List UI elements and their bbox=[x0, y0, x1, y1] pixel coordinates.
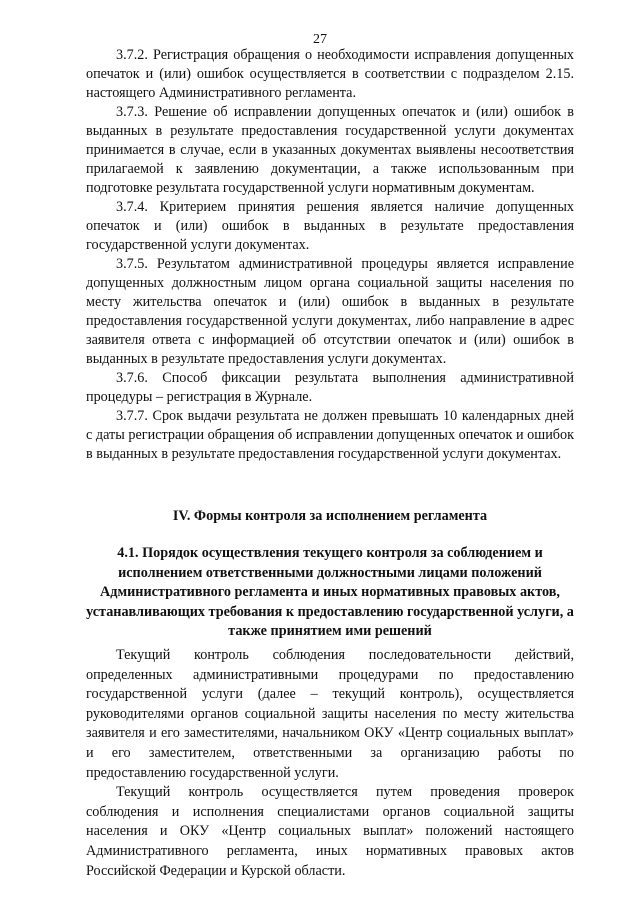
paragraph-3-7-7: 3.7.7. Срок выдачи результата не должен превышать 10 календарных дней с даты регистрации обращения об исправлении допущенных опечаток и ошибок в выданных в результате предоставления государственной услуги документах. bbox=[86, 408, 574, 462]
subsection-heading: 4.1. Порядок осуществления текущего контроля за соблюдением и исполнением ответственными должностными лицами положений Административного регламента и иных нормативных правовых актов, устанавливающих требования к предоставлению государственной услуги, а также принятием ими решений bbox=[86, 545, 574, 639]
page-number: 27 bbox=[313, 32, 327, 47]
paragraph-4-1-1: Текущий контроль соблюдения последовательности действий, определенных административными процедурами по предоставлению государственной услуги (далее – текущий контроль), осуществляется руководителями органов социальной защиты населения по месту жительства заявителя и его заместителями, начальником ОКУ «Центр социальных выплат» и его заместителем, ответственными за организацию работы по предоставлению государственной услуги. bbox=[86, 647, 574, 781]
paragraph-3-7-4: 3.7.4. Критерием принятия решения является наличие допущенных опечаток и (или) ошибок в выданных в результате предоставления государственной услуги документах. bbox=[86, 199, 574, 253]
paragraph-3-7-6: 3.7.6. Способ фиксации результата выполнения административной процедуры – регистрация в Журнале. bbox=[86, 370, 574, 405]
section-4-text bbox=[86, 646, 574, 881]
paragraph-3-7-2: 3.7.2. Регистрация обращения о необходимости исправления допущенных опечаток и (или) ошибок осуществляется в соответствии с подразделом 2.15. настоящего Административного регламента. bbox=[86, 47, 574, 101]
paragraph-3-7-3: 3.7.3. Решение об исправлении допущенных опечаток и (или) ошибок в выданных в результате предоставления государственной услуги документах принимается в случае, если в указанных документах выявлены несоответствия прилагаемой к заявлению документации, а также использованным при подготовке результата государственной услуги нормативным документам. bbox=[86, 104, 574, 196]
section-heading: IV. Формы контроля за исполнением регламента bbox=[172, 508, 488, 524]
paragraph-3-7-5: 3.7.5. Результатом административной процедуры является исправление допущенных должностным лицом органа социальной защиты населения по месту жительства опечаток и (или) ошибок в выданных в результате предоставления государственной услуги документах, либо направление в адрес заявителя ответа с информацией об отсутствии опечаток и (или) ошибок в выданных в результате предоставления услуги документах. bbox=[86, 256, 574, 367]
paragraph-4-1-2: Текущий контроль осуществляется путем проведения проверок соблюдения и исполнения специалистами органов социальной защиты населения и ОКУ «Центр социальных выплат» положений настоящего Административного регламента, иных нормативных правовых актов Российской Федерации и Курской области. bbox=[86, 784, 574, 879]
section-3-text bbox=[86, 46, 574, 464]
